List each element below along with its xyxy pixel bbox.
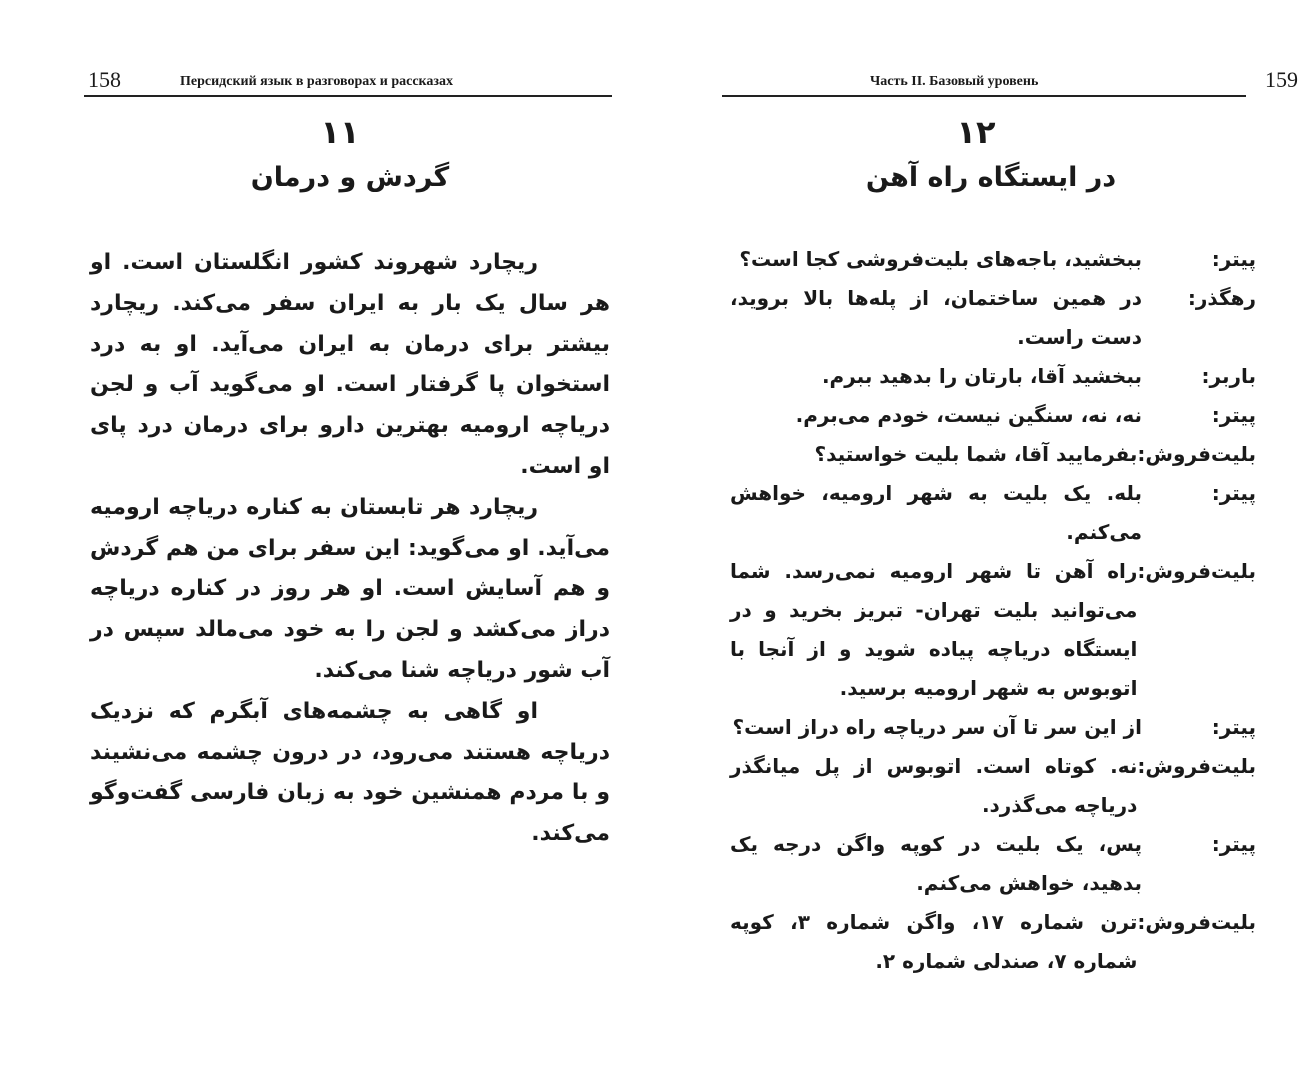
speech-text: ترن شماره ۱۷، واگن شماره ۳، کوپه شماره ۷، صندلی شماره ۲. [730, 910, 1138, 973]
dialogue-line [730, 708, 1256, 747]
speech-text: ببخشید آقا، بارتان را بدهید ببرم. [821, 364, 1142, 388]
lesson-number: ۱۲ [956, 113, 996, 151]
dialogue [730, 240, 1256, 981]
speaker-label: رهگذر: [1187, 286, 1256, 310]
header-rule [722, 95, 1246, 97]
dialogue-line [730, 747, 1256, 825]
dialogue-line [730, 474, 1256, 552]
speech-text: پس، یک بلیت در کوپه واگن درجه یک بدهید، خواهش می‌کنم. [730, 832, 1142, 895]
dialogue-line [730, 552, 1256, 708]
running-head [722, 66, 1302, 96]
right-page [656, 0, 1312, 1080]
paragraph: او گاهی به چشمه‌های آبگرم که نزدیک دریاچه هستند می‌رود، در درون چشمه می‌نشیند و با مردم همنشین خود به زبان فارسی گفت‌وگو می‌کند. [90, 698, 610, 847]
speech-text: در همین ساختمان، از پله‌ها بالا بروید، دست راست. [730, 286, 1142, 349]
header-rule [84, 95, 612, 97]
speaker-label: پیتر: [1211, 247, 1256, 271]
speaker-label: بلیت‌فروش: [1137, 754, 1256, 778]
speech-text: بله. یک بلیت به شهر ارومیه، خواهش می‌کنم. [730, 481, 1142, 544]
speech-text: ببخشید، باجه‌های بلیت‌فروشی کجا است؟ [739, 247, 1142, 271]
paragraph: ریچارد شهروند کشور انگلستان است. او هر سال یک بار به ایران سفر می‌کند. ریچارد بیشتر برای درمان به ایران می‌آید. او به درد استخوان پا گرفتار است. او می‌گوید آب و لجن دریاچه ارومیه بهترین دارو برای درمان درد پای او است. [90, 250, 610, 479]
speech-text: از این سر تا آن سر دریاچه راه دراز است؟ [732, 715, 1142, 739]
speaker-label: پیتر: [1211, 481, 1256, 505]
page-number: 158 [88, 67, 121, 92]
lesson-title: در ایستگاه راه آهن [865, 162, 1117, 193]
dialogue-line [730, 279, 1256, 357]
dialogue-line [730, 435, 1256, 474]
speaker-label: بلیت‌فروش: [1137, 910, 1256, 934]
speech-text: راه آهن تا شهر ارومیه نمی‌رسد. شما می‌توانید بلیت تهران- تبریز بخرید و در ایستگاه دریاچه پیاده شوید و از آنجا با اتوبوس به شهر ارومیه برسید. [730, 559, 1138, 700]
speaker-label: پیتر: [1211, 715, 1256, 739]
dialogue-line [730, 903, 1256, 981]
dialogue-line [730, 396, 1256, 435]
dialogue-line [730, 357, 1256, 396]
dialogue-line [730, 825, 1256, 903]
paragraph: ریچارد هر تابستان به کناره دریاچه ارومیه می‌آید. او می‌گوید: این سفر برای من هم گردش و هم آسایش است. او هر روز در کناره دریاچه دراز می‌کشد و لجن را به خود می‌مالد سپس در آب شور دریاچه شنا می‌کند. [90, 494, 610, 683]
lesson-title: گردش و درمان [250, 162, 450, 193]
page-number: 159 [1265, 67, 1298, 92]
speaker-label: باربر: [1201, 364, 1256, 388]
speech-text: نه، نه، سنگین نیست، خودم می‌برم. [795, 403, 1142, 427]
speaker-label: بلیت‌فروش: [1137, 559, 1256, 583]
speech-text: نه. کوتاه است. اتوبوس از پل میانگذر دریاچه می‌گذرد. [730, 754, 1138, 817]
running-head [84, 66, 612, 96]
speaker-label: بلیت‌فروش: [1137, 442, 1256, 466]
part-title-header: Часть II. Базовый уровень [870, 74, 1039, 89]
book-title-header: Персидский язык в разговорах и рассказах [180, 74, 454, 89]
speech-text: بفرمایید آقا، شما بلیت خواستید؟ [814, 442, 1138, 466]
speaker-label: پیتر: [1211, 832, 1256, 856]
story-text [90, 243, 610, 855]
lesson-number: ۱۱ [320, 113, 360, 151]
speaker-label: پیتر: [1211, 403, 1256, 427]
dialogue-line [730, 240, 1256, 279]
